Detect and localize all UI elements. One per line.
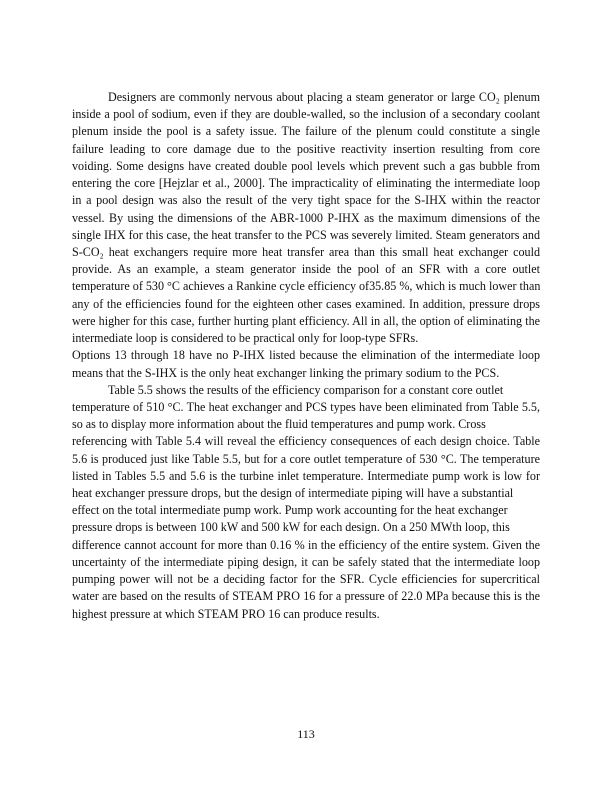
text-line: were higher for this case, further hurting plant efficiency. All in all, the option of eliminating the (72, 313, 540, 328)
text-line: so as to display more information about the fluid temperatures and pump work. Cross (72, 417, 486, 432)
text-line: uncertainty of the intermediate piping design, it can be safely stated that the intermediate loop (72, 554, 540, 569)
text-line: referencing with Table 5.4 will reveal the efficiency consequences of each design choice. Table (72, 434, 540, 449)
text-line: water are based on the results of STEAM PRO 16 for a pressure of 22.0 MPa because this is the (72, 589, 540, 604)
text-line: highest pressure at which STEAM PRO 16 can produce results. (72, 606, 380, 621)
text-line: vessel. By using the dimensions of the ABR-1000 P-IHX as the maximum dimensions of the (72, 210, 540, 225)
text-line: difference cannot account for more than 0.16 % in the efficiency of the entire system. Given the (72, 537, 540, 552)
body-text (72, 89, 540, 623)
text-line: S-CO₂ heat exchangers require more heat transfer area than this small heat exchanger could (72, 244, 540, 259)
text-line: Table 5.5 shows the results of the efficiency comparison for a constant core outlet (108, 382, 504, 397)
text-line: pressure drops is between 100 kW and 500 kW for each design. On a 250 MWth loop, this (72, 520, 510, 535)
text-line: single IHX for this case, the heat transfer to the PCS was severely limited. Steam generators and (72, 227, 540, 242)
text-line: temperature of 510 °C. The heat exchanger and PCS types have been eliminated from Table 5.5, (72, 399, 540, 414)
text-line: 5.6 is produced just like Table 5.5, but for a core outlet temperature of 530 °C. The temperature (72, 451, 540, 466)
text-line: pumping power will not be a deciding factor for the SFR. Cycle efficiencies for supercritical (72, 572, 540, 587)
text-line: means that the S-IHX is the only heat exchanger linking the primary sodium to the PCS. (72, 365, 500, 380)
text-line: entering the core [Hejzlar et al., 2000]. The impracticality of eliminating the intermediate loop (72, 176, 540, 191)
text-line: listed in Tables 5.5 and 5.6 is the turbine inlet temperature. Intermediate pump work is low for (72, 468, 540, 483)
text-line: temperature of 530 °C achieves a Rankine cycle efficiency of35.85 %, which is much lower than (72, 279, 541, 294)
text-line: provide. As an example, a steam generator inside the pool of an SFR with a core outlet (72, 262, 540, 277)
text-line: effect on the total intermediate pump work. Pump work accounting for the heat exchanger (72, 503, 508, 518)
page-number: 113 (297, 727, 315, 741)
text-line: inside a pool of sodium, even if they are double-walled, so the inclusion of a secondary coolant (72, 107, 540, 122)
text-line: in a pool design was also the result of the very tight space for the S-IHX within the reactor (72, 193, 540, 208)
text-line: failure leading to core damage due to the positive reactivity insertion resulting from core (72, 141, 540, 156)
text-line: Designers are commonly nervous about placing a steam generator or large CO₂ plenum (108, 90, 540, 104)
text-line: Options 13 through 18 have no P-IHX listed because the elimination of the intermediate loop (72, 348, 540, 363)
text-line: voiding. Some designs have created double pool levels which prevent such a gas bubble from (72, 158, 540, 173)
text-line: plenum inside the pool is a safety issue. The failure of the plenum could constitute a single (72, 124, 540, 139)
text-line: any of the efficiencies found for the eighteen other cases examined. In addition, pressure drops (72, 296, 540, 311)
text-line: intermediate loop is considered to be practical only for loop-type SFRs. (72, 331, 419, 346)
text-line: heat exchanger pressure drops, but the design of intermediate piping will have a substantial (72, 486, 514, 501)
